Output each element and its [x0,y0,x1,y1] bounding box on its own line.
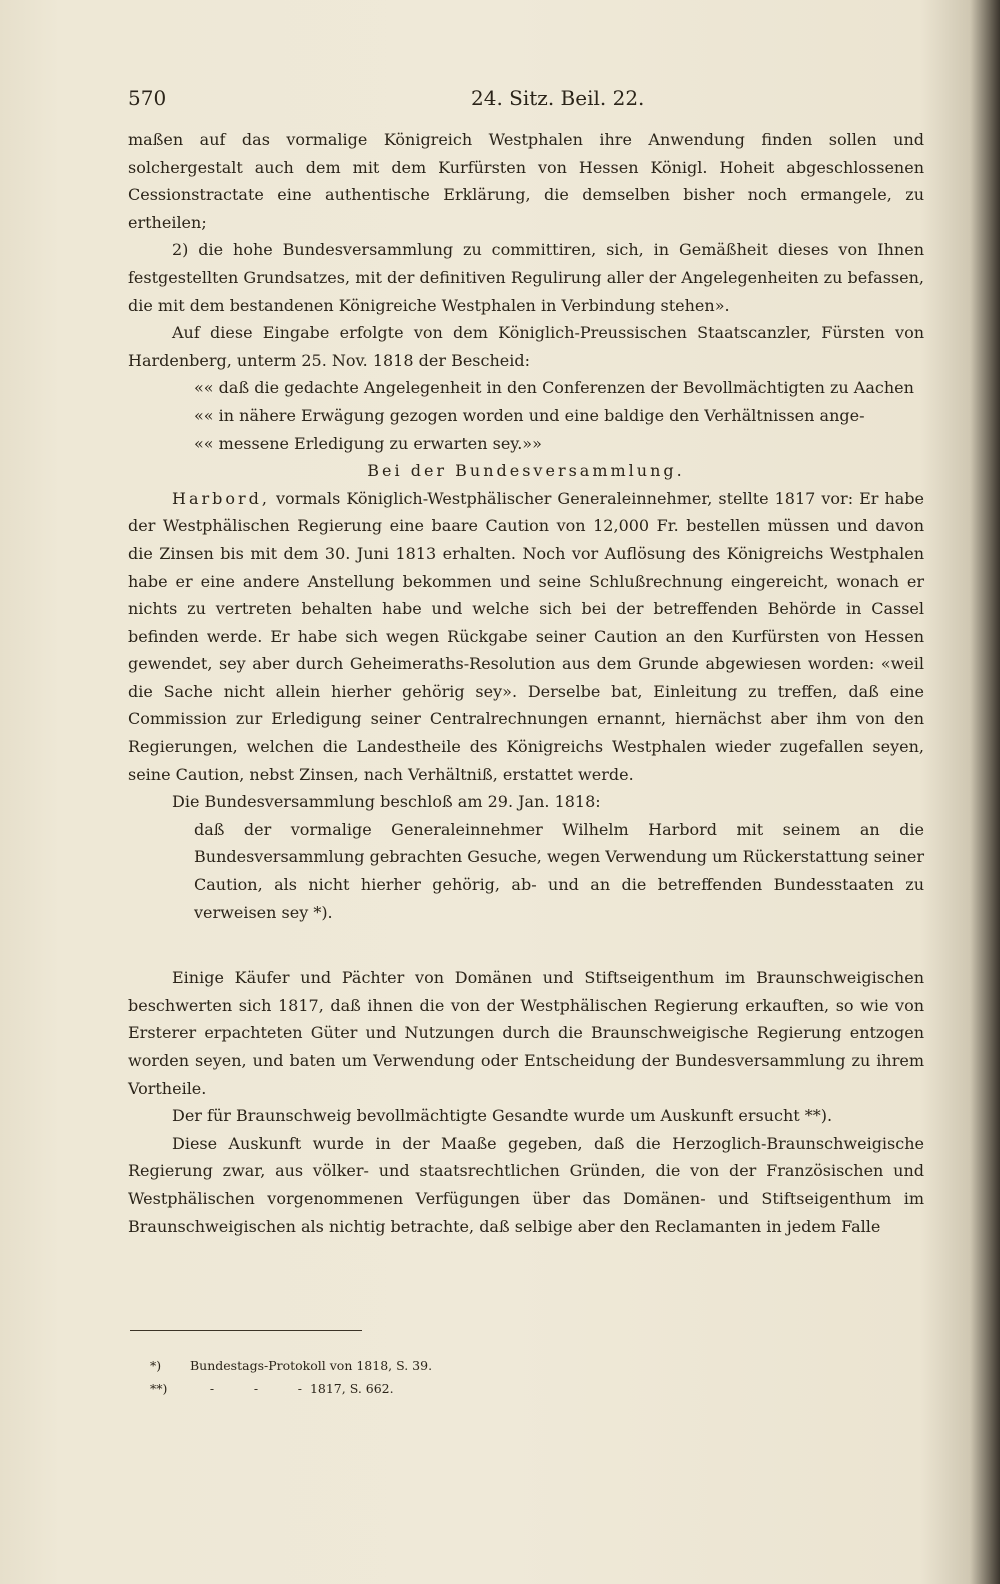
body-text [128,126,924,1240]
quotation-block [128,374,924,457]
section-gap [128,926,924,964]
paragraph-continuation: maßen auf das vormalige Königreich Westphalen ihre Anwendung finden sollen und solchergestalt auch dem mit dem Kurfürsten von Hessen Königl. Hoheit abgeschlossenen Cessionstractate eine authentische Erklärung, die demselben bisher noch ermangele, zu ertheilen; [128,130,924,232]
section-heading: Bei der Bundesversammlung. [367,461,685,481]
paragraph-resolution: Die Bundesversammlung beschloß am 29. Jan. 1818: [172,792,601,812]
footnote-text: - - - 1817, S. 662. [190,1381,394,1396]
footnotes [150,1354,650,1400]
footnote-rule [130,1330,362,1331]
running-head: 24. Sitz. Beil. 22. [471,86,645,110]
paragraph-harbord-text: vormals Königlich-Westphälischer Generaleinnehmer, stellte 1817 vor: Er habe der Westphälischen Regierung eine baare Caution von 12,000 Fr. bestellen müssen und davon die Zinsen bis mit dem 30. Juni 1813 erhalten. Noch vor Auflösung des Königreichs Westphalen habe er eine andere Anstellung bekommen und seine Schlußrechnung eingereicht, wonach er nichts zu vertreten behalten habe und welche sich bei der betreffenden Behörde in Cassel befinden werde. Er habe sich wegen Rückgabe seiner Caution an den Kurfürsten von Hessen gewendet, sey aber durch Geheimeraths-Resolution aus dem Grunde abgewiesen worden: «weil die Sache nicht allein hierher gehörig sey». Derselbe bat, Einleitung zu treffen, daß eine Commission zur Erledigung seiner Centralrechnungen ernannt, hiernächst aber ihm von den Regierungen, welchen die Landestheile des Königreichs Westphalen wieder zugefallen seyen, seine Caution, nebst Zinsen, nach Verhältniß, erstattet werde. [128,488,924,784]
paragraph-resolution-text: daß der vormalige Generaleinnehmer Wilhelm Harbord mit seinem an die Bundesversammlung gebrachten Gesuche, wegen Verwendung um Rückerstattung seiner Caution, als nicht hierher gehörig, ab- und an die betreffenden Bundesstaaten zu verweisen sey *). [194,819,924,922]
quote-line: «« daß die gedachte Angelegenheit in den Conferenzen der Bevollmächtigten zu Aachen [194,378,914,398]
footnote-mark: **) [150,1381,168,1396]
paragraph-buyers: Einige Käufer und Pächter von Domänen und Stiftseigenthum im Braunschweigischen beschwerten sich 1817, daß ihnen die von der Westphälischen Regierung erkauften, so wie von Ersterer erpachteten Güter und Nutzungen durch die Braunschweigische Regierung entzogen worden seyen, und baten um Verwendung oder Entscheidung der Bundesversammlung zu ihrem Vortheile. [128,968,924,1098]
quote-line: «« in nähere Erwägung gezogen worden und eine baldige den Verhältnissen ange- [194,405,865,425]
page-number: 570 [128,86,167,110]
paragraph-information: Diese Auskunft wurde in der Maaße gegeben, daß die Herzoglich-Braunschweigische Regierung zwar, aus völker- und staatsrechtlichen Gründen, die von der Französischen und Westphälischen vorgenommenen Verfügungen über das Domänen- und Stiftseigenthum im Braunschweigischen als nichtig betrachte, daß selbige aber den Reclamanten in jedem Falle [128,1133,924,1236]
footnote [150,1354,650,1377]
paragraph-hardenberg: Auf diese Eingabe erfolgte von dem Königlich-Preussischen Staatscanzler, Fürsten von Hardenberg, unterm 25. Nov. 1818 der Bescheid: [128,323,924,370]
paragraph-harbord [128,485,924,789]
quote-line: «« messene Erledigung zu erwarten sey.»» [194,433,542,453]
footnote-mark: *) [150,1358,162,1373]
paragraph-envoy: Der für Braunschweig bevollmächtigte Gesandte wurde um Auskunft ersucht **). [172,1106,833,1126]
footnote-text: Bundestags-Protokoll von 1818, S. 39. [190,1358,433,1373]
footnote [150,1377,650,1400]
person-name: Harbord, [172,488,270,508]
paragraph-point-2: 2) die hohe Bundesversammlung zu committiren, sich, in Gemäßheit dieses von Ihnen festgestellten Grundsatzes, mit der definitiven Regulirung aller der Angelegenheiten zu befassen, die mit dem bestandenen Königreiche Westphalen in Verbindung stehen». [128,240,924,315]
page-header [128,86,928,118]
